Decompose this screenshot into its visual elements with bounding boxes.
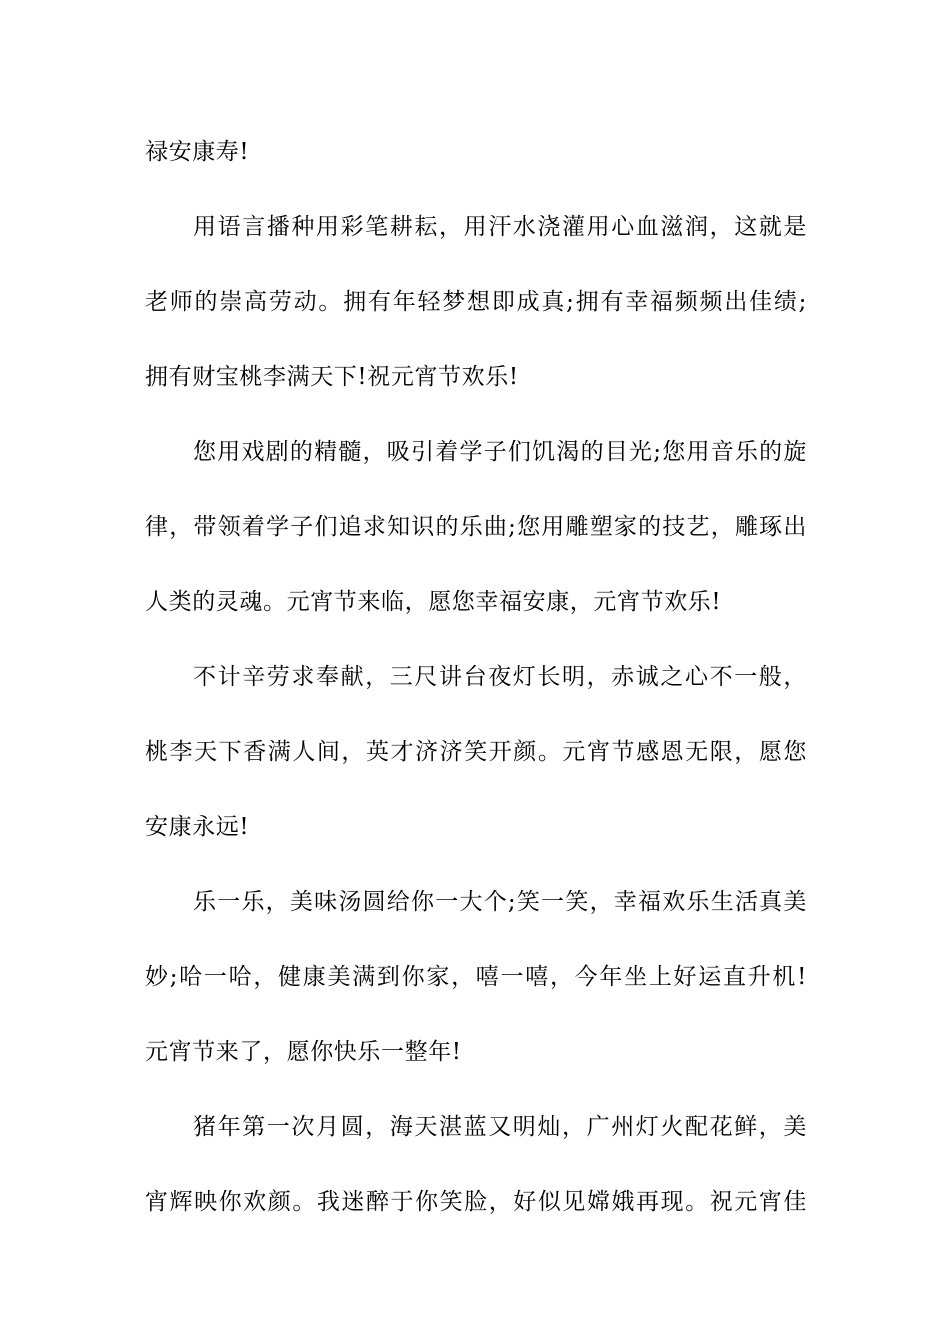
- text-line: 禄安康寿!: [145, 139, 250, 165]
- text-line: 律，带领着学子们追求知识的乐曲;您用雕塑家的技艺，雕琢出: [145, 514, 807, 540]
- text-line: 宵辉映你欢颜。我迷醉于你笑脸，好似见嫦娥再现。祝元宵佳: [145, 1189, 807, 1215]
- text-line: 老师的崇高劳动。拥有年轻梦想即成真;拥有幸福频频出佳绩;: [145, 289, 807, 315]
- text-line: 桃李天下香满人间，英才济济笑开颜。元宵节感恩无限，愿您: [145, 739, 807, 765]
- text-line: 妙;哈一哈，健康美满到你家，嘻一嘻，今年坐上好运直升机!: [145, 964, 807, 990]
- paragraph-first-line: 乐一乐，美味汤圆给你一大个;笑一笑，幸福欢乐生活真美: [193, 889, 807, 915]
- paragraph-first-line: 用语言播种用彩笔耕耘，用汗水浇灌用心血滋润，这就是: [193, 214, 807, 240]
- text-line: 元宵节来了，愿你快乐一整年!: [145, 1039, 462, 1065]
- text-line: 人类的灵魂。元宵节来临，愿您幸福安康，元宵节欢乐!: [145, 589, 722, 615]
- text-line: 安康永远!: [145, 814, 250, 840]
- paragraph-first-line: 不计辛劳求奉献，三尺讲台夜灯长明，赤诚之心不一般，: [193, 664, 807, 690]
- text-line: 拥有财宝桃李满天下!祝元宵节欢乐!: [145, 364, 519, 390]
- paragraph-first-line: 猪年第一次月圆，海天湛蓝又明灿，广州灯火配花鲜，美: [193, 1114, 807, 1140]
- paragraph-first-line: 您用戏剧的精髓，吸引着学子们饥渴的目光;您用音乐的旋: [193, 439, 807, 465]
